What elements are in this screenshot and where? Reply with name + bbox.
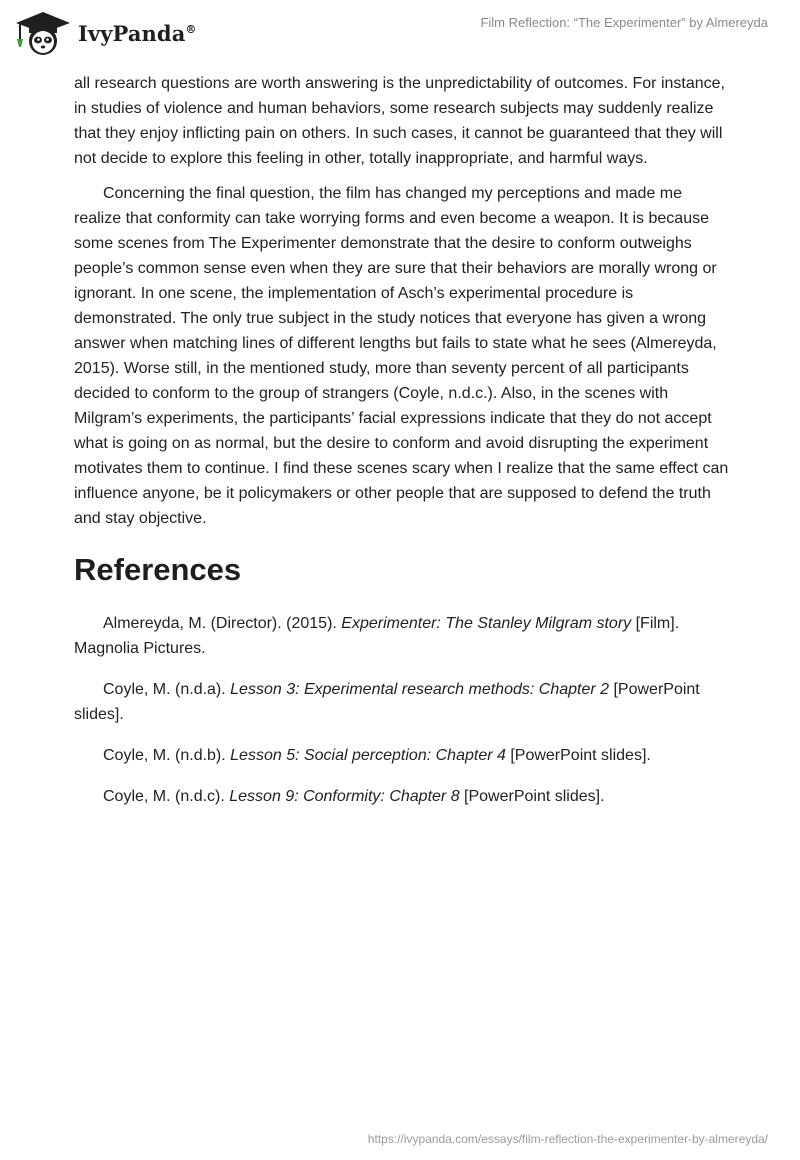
body-paragraph: all research questions are worth answering is the unpredictability of outcomes. For instance, in studies of violence and human behaviors, some research subjects may suddenly realize that they enjoy inflicting pain on others. In such cases, it cannot be guaranteed that they will not decide to explore this feeling in other, totally inappropriate, and harmful ways.	[74, 75, 725, 167]
ivypanda-logo[interactable]	[14, 9, 197, 57]
document-body	[74, 71, 730, 825]
reference-item: Coyle, M. (n.d.c). Lesson 9: Conformity: Chapter 8 [PowerPoint slides].	[103, 788, 605, 805]
references-heading: References	[74, 552, 242, 587]
document-title: Film Reflection: “The Experimenter” by Almereyda	[480, 15, 768, 30]
panda-graduate-icon	[14, 9, 72, 57]
source-url-link[interactable]: https://ivypanda.com/essays/film-reflection-the-experimenter-by-almereyda/	[367, 1132, 768, 1146]
reference-title: Lesson 5: Social perception: Chapter 4	[230, 747, 506, 764]
page-header	[0, 0, 800, 70]
body-paragraph: Concerning the final question, the film has changed my perceptions and made me realize that conformity can take worrying forms and even become a weapon. It is because some scenes from The Experimenter demonstrate that the desire to conform outweighs people’s common sense even when they are sure that their behaviors are morally wrong or ignorant. In one scene, the implementation of Asch’s experimental procedure is demonstrated. The only true subject in the study notices that everyone has given a wrong answer when matching lines of different lengths but fails to state what he sees (Almereyda, 2015). Worse still, in the mentioned study, more than seventy percent of all participants decided to conform to the group of strangers (Coyle, n.d.c.). Also, in the scenes with Milgram’s experiments, the participants’ facial expressions indicate that they do not accept what is going on as normal, but the desire to conform and avoid disrupting the experiment motivates them to continue. I find these scenes scary when I realize that the same effect can influence anyone, be it policymakers or other people that are supposed to defend the truth and stay objective.	[74, 185, 729, 527]
reference-item: Almereyda, M. (Director). (2015). Experimenter: The Stanley Milgram story [Film]. Magnolia Pictures.	[74, 615, 680, 657]
reference-item: Coyle, M. (n.d.b). Lesson 5: Social perception: Chapter 4 [PowerPoint slides].	[103, 747, 651, 764]
reference-title: Experimenter: The Stanley Milgram story	[341, 615, 632, 632]
reference-item: Coyle, M. (n.d.a). Lesson 3: Experimental research methods: Chapter 2 [PowerPoint slides].	[74, 681, 700, 723]
logo-wordmark: IvyPanda®	[78, 20, 197, 46]
reference-title: Lesson 3: Experimental research methods: Chapter 2	[230, 681, 610, 698]
reference-title: Lesson 9: Conformity: Chapter 8	[229, 788, 460, 805]
